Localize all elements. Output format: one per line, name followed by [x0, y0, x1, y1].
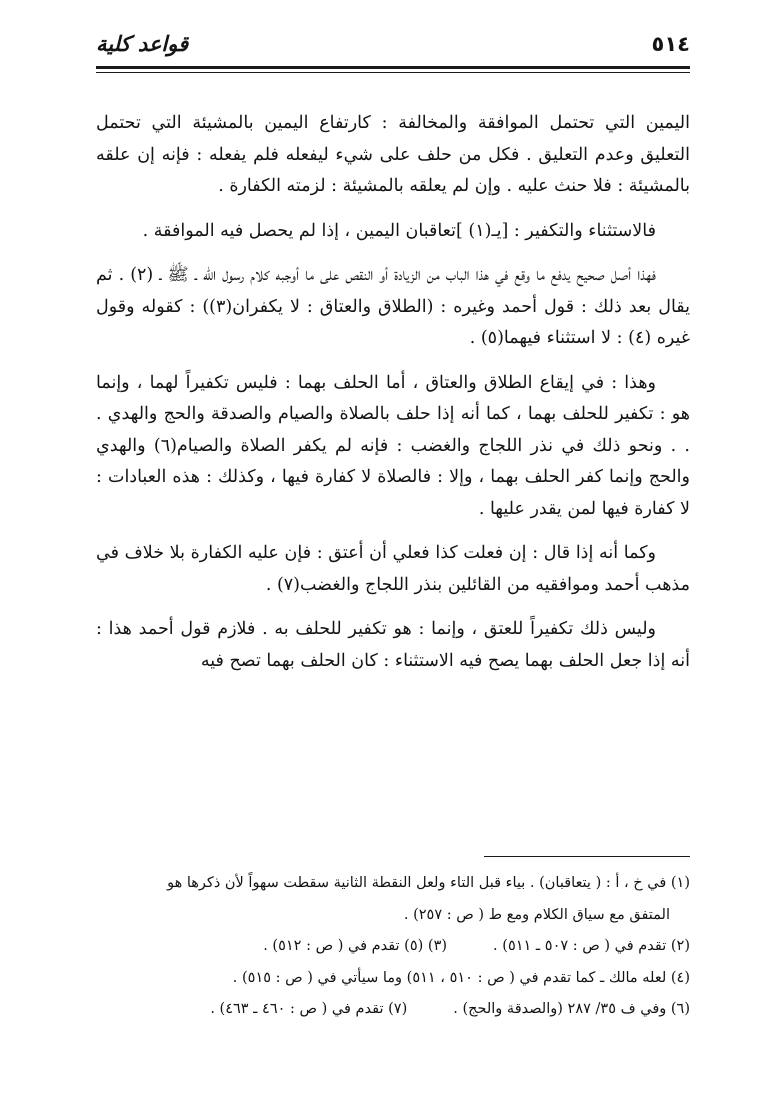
paragraph: فالاستثناء والتكفير : [يـ(١) ]تعاقبان اليمين ، إذا لم يحصل فيه الموافقة . [142, 220, 656, 241]
footnote-2: (٢) تقدم في ( ص : ٥٠٧ ـ ٥١١) . [493, 938, 690, 954]
footnote-4: (٤) لعله مالك ـ كما تقدم في ( ص : ٥١٠ ، ٥١١) وما سيأتي في ( ص : ٥١٥) . [232, 969, 690, 986]
paragraph: وكما أنه إذا قال : إن فعلت كذا فعلي أن أعتق : فإن عليه الكفارة بلا خلاف في مذهب أحمد وموافقيه من القائلين بنذر اللجاج والغضب(٧) . [96, 543, 690, 595]
footnote-6: (٦) وفي ف ٣٥/ ٢٨٧ (والصدقة والحج) . [453, 1001, 690, 1017]
paragraph: وليس ذلك تكفيراً للعتق ، وإنما : هو تكفير للحلف به . فلازم قول أحمد هذا : أنه إذا جعل الحلف بهما يصح فيه الاستثناء : كان الحلف بهما تصح فيه [96, 619, 690, 671]
footnote-separator [484, 856, 690, 857]
paragraph: فهذا أصل صحيح يدفع ما وقع في هذا الباب من الزيادة أو النقص على ما أوجبه كلام رسول الله ـ ﷺ ـ (٢) . ثم يقال بعد ذلك : قول أحمد وغيره : (الطلاق والعتاق : لا يكفران(٣)) : كقوله وقول غيره (٤) : لا استثناء فيهما(٥) . [96, 265, 691, 348]
footnote-7: (٧) تقدم في ( ص : ٤٦٠ ـ ٤٦٣) . [210, 1001, 408, 1017]
running-title: قواعد كلية [96, 32, 189, 56]
page-header [96, 30, 690, 60]
footnote-1-continued: المتفق مع سياق الكلام ومع ط ( ص : ٢٥٧) . [403, 906, 670, 923]
footnote-row [96, 931, 690, 963]
footnote-1: (١) في خ ، أ : ( يتعاقبان) . بياء قبل التاء ولعل النقطة الثانية سقطت سهواً لأن ذكرها هو [167, 875, 690, 891]
main-text [96, 108, 690, 690]
page-number: ٥١٤ [651, 32, 690, 56]
footnote-row [96, 994, 690, 1026]
header-rule-thick [96, 66, 690, 69]
paragraph: اليمين التي تحتمل الموافقة والمخالفة : كارتفاع اليمين بالمشيئة التي تحتمل التعليق وعدم التعليق . فكل من حلف على شيء ليفعله فلم يفعله : فإنه إن علقه بالمشيئة : فلا حنث عليه . وإن لم يعلقه بالمشيئة : لزمته الكفارة . [96, 113, 690, 196]
paragraph: وهذا : في إيقاع الطلاق والعتاق ، أما الحلف بهما : فليس تكفيراً لهما ، وإنما هو : تكفير للحلف بهما ، كما أنه إذا حلف بالصلاة والصيام والصدقة والحج والهدي . . . ونحو ذلك في نذر اللجاج والغضب : فإنه لم يكفر الصلاة والصيام(٦) والهدي والحج وإنما كفر الحلف بهما ، وإلا : فالصلاة لا كفارة فيها ، وكذلك : هذه العبادات : لا كفارة فيها لمن يقدر عليها . [96, 372, 690, 519]
header-rule-thin [96, 72, 690, 73]
footnote-3-5: (٣) (٥) تقدم في ( ص : ٥١٢) . [263, 938, 448, 954]
footnotes [96, 868, 690, 1026]
